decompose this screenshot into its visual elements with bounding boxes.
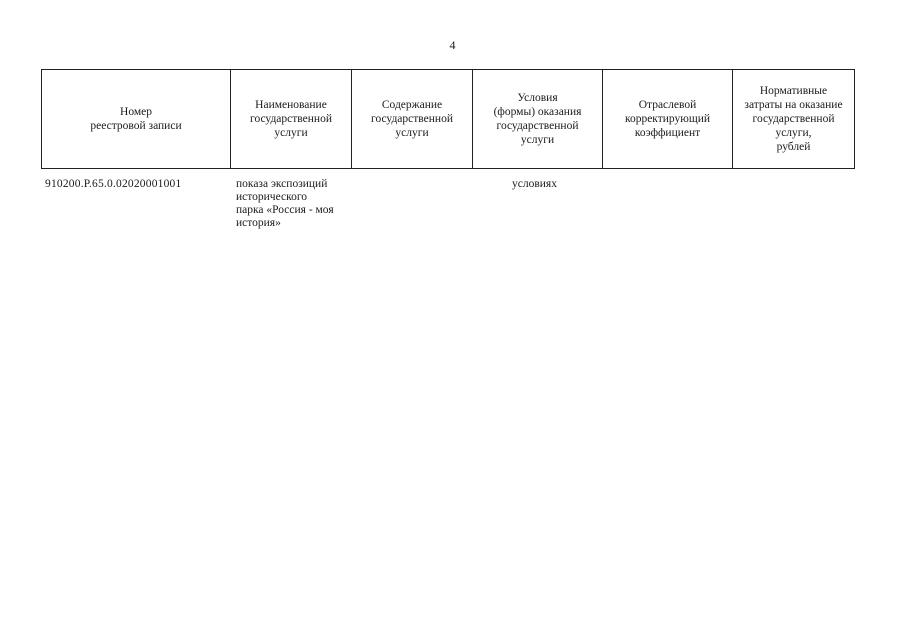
header-standard-costs: [733, 70, 855, 169]
service-name-line: показа экспозиций: [236, 178, 328, 190]
service-name-line: парка «Россия - моя: [236, 204, 334, 216]
header-line: услуги: [520, 134, 555, 146]
header-line: затраты на оказание: [744, 99, 843, 111]
header-line: государственной: [496, 120, 579, 132]
header-line: Условия: [517, 92, 558, 104]
header-line: государственной: [752, 113, 835, 125]
header-line: услуги: [274, 127, 308, 139]
header-registry-number: [42, 70, 231, 169]
header-line: Нормативные: [759, 85, 828, 97]
service-name-line: история»: [236, 217, 281, 229]
header-line: Отраслевой: [638, 99, 697, 111]
service-name-line: исторического: [236, 191, 307, 203]
header-line: коэффициент: [634, 127, 701, 139]
header-line: государственной: [371, 113, 453, 125]
page-number: 4: [449, 38, 456, 52]
header-line: услуги: [395, 127, 429, 139]
header-line: Содержание: [381, 99, 443, 111]
header-line: государственной: [250, 113, 332, 125]
standards-table-header: [41, 69, 855, 169]
header-line: (формы) оказания: [493, 106, 582, 118]
header-line: рублей: [776, 141, 811, 153]
service-conditions-value: условиях: [512, 178, 557, 190]
header-service-conditions: [473, 70, 603, 169]
header-line: корректирующий: [624, 113, 711, 125]
header-service-name: [231, 70, 352, 169]
registry-number-value: 910200.Р.65.0.02020001001: [45, 178, 182, 190]
header-line: услуги,: [775, 127, 812, 139]
header-service-content: [352, 70, 473, 169]
service-name-value: [236, 178, 348, 230]
header-line: реестровой записи: [90, 120, 182, 132]
header-line: Наименование: [255, 99, 327, 111]
header-line: Номер: [120, 106, 152, 118]
header-correction-coefficient: [603, 70, 733, 169]
